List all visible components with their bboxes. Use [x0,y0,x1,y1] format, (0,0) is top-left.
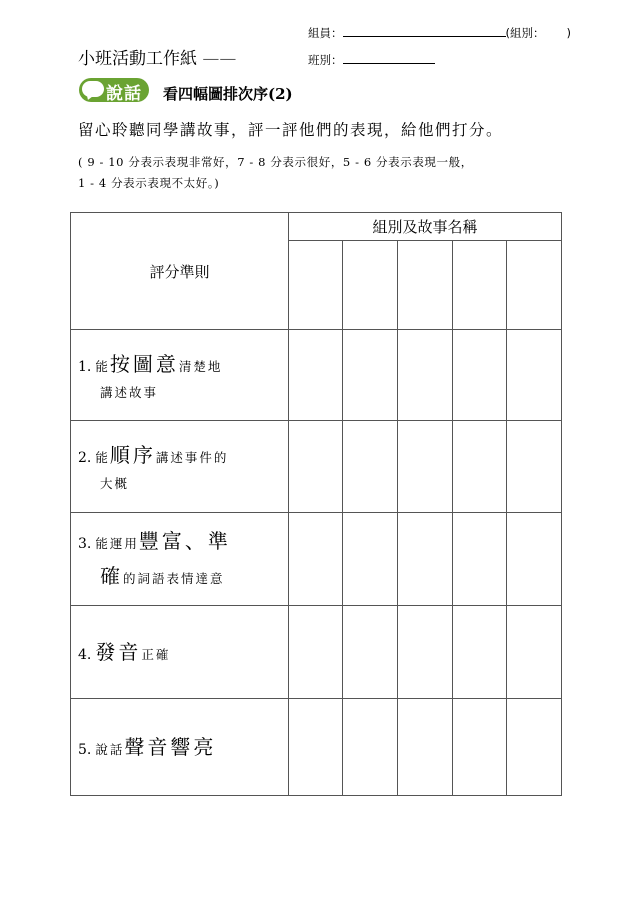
score-cell[interactable] [453,606,507,699]
criterion-5: 5. 說話聲音響亮 [71,699,289,796]
speaking-logo [79,78,149,102]
criterion-3: 3. 能運用豐富、準 確的詞語表情達意 [71,513,289,606]
group-name-cell[interactable] [289,241,343,330]
logo-text: 說話 [106,84,142,104]
score-cell[interactable] [289,606,343,699]
score-cell[interactable] [289,513,343,606]
group-name-cell[interactable] [453,241,507,330]
score-cell[interactable] [398,330,453,421]
activity-subtitle: 看四幅圖排次序(2) [163,85,293,103]
score-cell[interactable] [289,421,343,513]
criterion-2: 2. 能順序講述事件的 大概 [71,421,289,513]
scoring-table [70,212,562,796]
score-cell[interactable] [343,330,398,421]
score-cell[interactable] [343,699,398,796]
member-label: 組員： [308,26,343,40]
score-cell[interactable] [398,513,453,606]
criterion-4: 4. 發音正確 [71,606,289,699]
score-cell[interactable] [507,421,562,513]
scoring-note-line1: ( 9 - 10 分表示表現非常好，7 - 8 分表示很好，5 - 6 分表示表現一般， [78,155,473,169]
class-line [308,52,435,68]
class-label: 班別： [308,53,343,67]
criterion-row [71,421,562,513]
criterion-row [71,513,562,606]
class-blank[interactable] [343,53,435,64]
criterion-row [71,606,562,699]
group-name-cell[interactable] [343,241,398,330]
score-cell[interactable] [398,699,453,796]
group-name-cell[interactable] [507,241,562,330]
group-label: (組別： [505,26,545,40]
score-cell[interactable] [398,606,453,699]
score-cell[interactable] [453,421,507,513]
worksheet-title: 小班活動工作紙 —— [78,49,237,69]
score-cell[interactable] [343,606,398,699]
criterion-1: 1. 能按圖意清楚地 講述故事 [71,330,289,421]
score-cell[interactable] [507,513,562,606]
score-cell[interactable] [453,330,507,421]
instruction-text: 留心聆聽同學講故事，評一評他們的表現，給他們打分。 [78,121,504,139]
score-cell[interactable] [289,699,343,796]
scoring-note-line2: 1 - 4 分表示表現不太好。) [78,176,220,190]
group-close: ) [566,26,571,40]
score-cell[interactable] [453,513,507,606]
member-line [308,25,571,41]
score-cell[interactable] [507,330,562,421]
score-cell[interactable] [289,330,343,421]
criteria-header: 評分準則 [71,213,289,330]
score-cell[interactable] [507,606,562,699]
group-name-cell[interactable] [398,241,453,330]
criterion-row [71,330,562,421]
member-blank[interactable] [343,26,506,37]
score-cell[interactable] [507,699,562,796]
group-story-header: 組別及故事名稱 [289,213,562,241]
score-cell[interactable] [343,421,398,513]
criterion-row [71,699,562,796]
score-cell[interactable] [453,699,507,796]
score-cell[interactable] [398,421,453,513]
score-cell[interactable] [343,513,398,606]
